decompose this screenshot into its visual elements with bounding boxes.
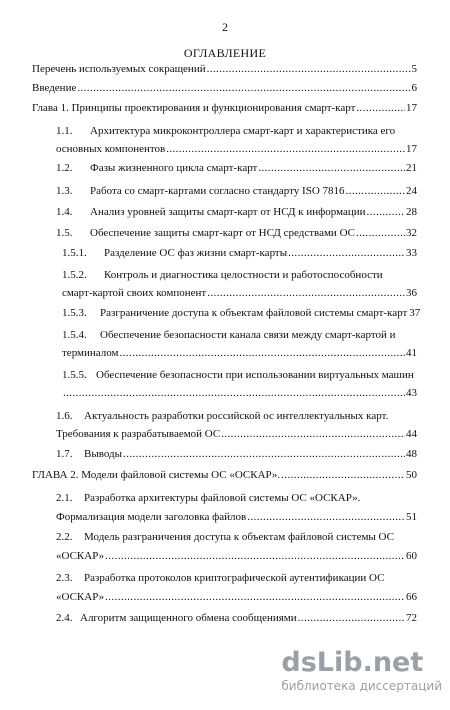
watermark — [281, 648, 442, 693]
toc-entry-title-continued: смарт-картой своих компонент — [62, 287, 207, 299]
toc-entry-page: 44 — [406, 428, 417, 440]
toc-leader-dots — [77, 81, 410, 95]
toc-entry-continuation — [56, 427, 417, 441]
toc-entry — [56, 226, 417, 240]
toc-entry-title-continued: Формализация модели заголовка файлов — [56, 511, 247, 523]
toc-entry-title: Обеспечение безопасности канала связи между смарт-картой и — [100, 329, 396, 341]
toc-title: ОГЛАВЛЕНИЕ — [183, 46, 267, 60]
toc-entry — [56, 571, 417, 585]
toc-entry-number: 1.1. — [56, 125, 73, 137]
toc-entry-number: 1.5.3. — [62, 307, 87, 319]
toc-entry — [56, 205, 417, 219]
toc-entry-title: Обеспечение безопасности при использовании виртуальных машин — [96, 369, 414, 381]
toc-entry-number: 1.3. — [56, 185, 73, 197]
toc-entry-continuation — [62, 346, 417, 360]
toc-entry-title: Фазы жизненного цикла смарт-карт — [90, 162, 258, 174]
toc-entry-page: 5 — [411, 63, 417, 75]
toc-entry-page: 6 — [411, 82, 417, 94]
toc-entry-title: Глава 1. Принципы проектирования и функционирования смарт-карт — [32, 102, 356, 114]
toc-entry-title: Выводы — [84, 448, 123, 460]
toc-entry-title: Разработка протоколов криптографической аутентификации ОС — [84, 572, 385, 584]
toc-entry — [62, 306, 421, 320]
toc-entry-number: 1.5.5. — [62, 369, 87, 381]
toc-leader-dots — [298, 611, 405, 625]
toc-entry-page: 17 — [406, 102, 417, 114]
toc-entry-title: Архитектура микроконтроллера смарт-карт и характеристика его — [90, 125, 396, 137]
toc-entry-number: 2.4. — [56, 612, 73, 624]
toc-leader-dots — [105, 590, 405, 604]
toc-entry-title: Работа со смарт-картами согласно стандарту ISO 7816 — [90, 185, 345, 197]
toc-leader-dots — [119, 346, 405, 360]
toc-entry-page: 60 — [406, 550, 417, 562]
page-number: 2 — [222, 20, 228, 34]
toc-leader-dots — [356, 101, 405, 115]
toc-leader-dots — [207, 286, 405, 300]
toc-entry — [56, 124, 417, 138]
toc-entry — [56, 530, 417, 544]
toc-entry — [32, 468, 417, 482]
toc-entry-continuation — [62, 386, 417, 400]
toc-entry-title: Обеспечение защиты смарт-карт от НСД средствами ОС — [90, 227, 355, 239]
toc-entry — [56, 161, 417, 175]
toc-entry-title: ГЛАВА 2. Модели файловой системы ОС «ОСКАР». — [32, 469, 281, 481]
toc-entry-page: 36 — [406, 287, 417, 299]
toc-entry — [62, 328, 417, 342]
toc-entry-continuation — [56, 590, 417, 604]
toc-entry-page: 17 — [406, 143, 417, 155]
toc-entry-page: 32 — [406, 227, 417, 239]
toc-entry-title-continued: Требования к разрабатываемой ОС — [56, 428, 221, 440]
toc-entry-page: 51 — [406, 511, 417, 523]
toc-entry — [56, 447, 417, 461]
toc-entry-continuation — [56, 549, 417, 563]
toc-leader-dots — [63, 386, 405, 400]
toc-entry-number: 1.4. — [56, 206, 73, 218]
toc-entry — [56, 611, 417, 625]
toc-entry — [56, 491, 417, 505]
toc-entry-title: Разделение ОС фаз жизни смарт-карты — [104, 247, 288, 259]
toc-leader-dots — [105, 549, 405, 563]
toc-entry-page: 43 — [406, 387, 417, 399]
toc-entry-title-continued: терминалом — [62, 347, 119, 359]
toc-entry-title: Алгоритм защищенного обмена сообщениями — [80, 612, 297, 624]
toc-entry-number: 2.2. — [56, 531, 73, 543]
toc-entry-title-continued: «ОСКАР» — [56, 550, 105, 562]
toc-leader-dots — [221, 427, 405, 441]
toc-leader-dots — [123, 447, 405, 461]
toc-entry-title: Разграничение доступа к объектам файловой системы смарт-карт — [100, 307, 408, 319]
watermark-logo-tld: .net — [362, 647, 424, 678]
toc-entry-title: Модель разграничения доступа к объектам файловой системы ОС — [84, 531, 394, 543]
toc-entry-title: Введение — [32, 82, 77, 94]
toc-entry-page: 66 — [406, 591, 417, 603]
toc-entry-title: Перечень используемых сокращений — [32, 63, 206, 75]
toc-entry-page: 21 — [406, 162, 417, 174]
toc-entry-continuation — [56, 142, 417, 156]
toc-entry-continuation — [56, 510, 417, 524]
toc-leader-dots — [166, 142, 405, 156]
toc-entry-number: 1.5.2. — [62, 269, 87, 281]
toc-entry — [32, 101, 417, 115]
toc-entry-page: 50 — [406, 469, 417, 481]
toc-entry-number: 1.5.1. — [62, 247, 87, 259]
toc-entry-continuation — [62, 286, 417, 300]
toc-entry — [62, 268, 417, 282]
toc-entry-page: 37 — [409, 307, 421, 319]
toc-entry — [62, 368, 417, 382]
toc-entry-title: Разработка архитектуры файловой системы ОС «ОСКАР». — [84, 492, 361, 504]
toc-leader-dots — [288, 246, 405, 260]
toc-leader-dots — [367, 205, 405, 219]
toc-entry — [56, 409, 417, 423]
toc-leader-dots — [258, 161, 405, 175]
toc-entry-number: 1.5. — [56, 227, 73, 239]
toc-entry-number: 1.2. — [56, 162, 73, 174]
watermark-subtitle: библиотека диссертаций — [281, 679, 442, 693]
toc-entry-title: Актуальность разработки российской ос интеллектуальных карт. — [84, 410, 389, 422]
toc-entry-page: 28 — [406, 206, 417, 218]
toc-entry — [62, 246, 417, 260]
toc-entry-title-continued: «ОСКАР» — [56, 591, 105, 603]
toc-leader-dots — [346, 184, 405, 198]
watermark-logo — [281, 648, 442, 678]
toc-entry-title-continued: основных компонентов — [56, 143, 166, 155]
toc-entry — [32, 62, 417, 76]
toc-entry — [56, 184, 417, 198]
toc-leader-dots — [281, 468, 405, 482]
toc-entry-title: Анализ уровней защиты смарт-карт от НСД к информации — [90, 206, 366, 218]
watermark-logo-name: dsLib — [281, 647, 363, 678]
toc-entry-title: Контроль и диагностика целостности и работоспособности — [104, 269, 383, 281]
toc-entry-page: 41 — [406, 347, 417, 359]
toc-entry-number: 1.7. — [56, 448, 73, 460]
toc-entry-page: 48 — [406, 448, 417, 460]
toc-entry-number: 2.1. — [56, 492, 73, 504]
toc-entry-page: 72 — [406, 612, 417, 624]
toc-entry-number: 2.3. — [56, 572, 73, 584]
toc-entry-number: 1.6. — [56, 410, 73, 422]
toc-leader-dots — [356, 226, 405, 240]
toc-leader-dots — [207, 62, 411, 76]
toc-leader-dots — [247, 510, 405, 524]
toc-entry-page: 33 — [406, 247, 417, 259]
toc-entry — [32, 81, 417, 95]
toc-entry-number: 1.5.4. — [62, 329, 87, 341]
toc-entry-page: 24 — [406, 185, 417, 197]
